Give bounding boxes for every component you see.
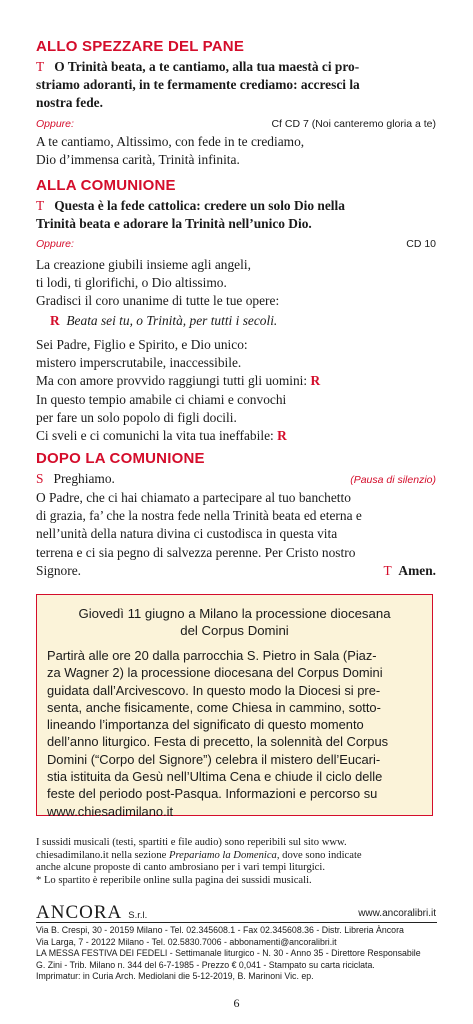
prayer-line: striamo adoranti, in te fermamente crediamo: accresci la [36, 77, 360, 93]
footnote-line: * Lo spartito è reperibile online sulla pagina dei sussidi musicali. [36, 874, 312, 886]
stanza-2 [36, 336, 436, 391]
prayer-line: Trinità beata e adorare la Trinità nell’unico Dio. [36, 216, 312, 232]
stanza-line [36, 427, 436, 445]
amen-response [384, 562, 436, 580]
footnote-text: chiesadimilano.it nella sezione [36, 849, 169, 861]
footnote-line: anche alcune proposte di canto ambrosiano per i vari tempi liturgici. [36, 862, 325, 874]
notice-link[interactable]: www.chiesadimilano.it [47, 803, 174, 819]
stanza-1 [36, 256, 436, 311]
refrain-marker: R [310, 373, 321, 389]
refrain-marker: R [50, 313, 60, 328]
logo-text: ANCORA [36, 902, 123, 923]
notice-line: za Wagner 2) la processione diocesana del Corpus Domini [47, 665, 383, 681]
prayer-line: terrena e ci sia pegno di salvezza perenne. Per Cristo nostro [36, 544, 356, 560]
prayer-allo-spezzare [36, 58, 436, 113]
notice-line: stia istituita da Gesù nell’Ultima Cena e chiude il ciclo delle [47, 769, 383, 785]
song-line: A te cantiamo, Altissimo, con fede in te crediamo, [36, 134, 305, 149]
prayer-text: Questa è la fede cattolica: credere un solo Dio nella [54, 198, 345, 213]
prayer-line: O Padre, che ci hai chiamato a partecipare al tuo banchetto [36, 490, 351, 505]
notice-title [37, 605, 432, 639]
stanza-line: ti lodi, ti glorifichi, o Dio altissimo. [36, 275, 227, 291]
refrain-marker: R [277, 428, 287, 444]
song-line: Dio d’immensa carità, Trinità infinita. [36, 152, 240, 168]
heading-alla-comunione: ALLA COMUNIONE [36, 177, 176, 194]
amen-text: Amen. [398, 562, 436, 578]
song-reference: CD 10 [406, 238, 436, 250]
assembly-marker: T [383, 562, 392, 578]
imprint-line: Via B. Crespi, 30 - 20159 Milano - Tel. 02.345608.1 - Fax 02.345608.36 - Distr. Libreria Àncora [36, 925, 404, 935]
footnote-text: , dove sono indicate [276, 849, 362, 861]
notice-line: senta, anche fisicamente, come Chiesa in cammino, sotto- [47, 699, 381, 715]
notice-line: lineando l’importanza del significato di questo momento [47, 717, 364, 733]
stanza-text: Ma con amore provvido raggiungi tutti gli uomini: [36, 373, 308, 389]
song-reference: Cf CD 7 (Noi canteremo gloria a te) [271, 118, 436, 130]
footnote-section-name: Prepariamo la Domenica [168, 849, 277, 861]
notice-line: dell’anno liturgico. Festa di precetto, la solennità del Corpus [47, 734, 389, 750]
preghiamo-text: Preghiamo. [53, 471, 115, 486]
stanza-line: mistero imperscrutabile, inaccessibile. [36, 355, 242, 371]
notice-line: Domini (“Corpo del Signore”) celebra il mistero dell’Eucari- [47, 751, 381, 767]
stanza-line: Sei Padre, Figlio e Spirito, e Dio unico: [36, 337, 248, 352]
ancora-logo [36, 902, 147, 924]
refrain-text: Beata sei tu, o Trinità, per tutti i secoli. [66, 313, 278, 328]
heading-allo-spezzare: ALLO SPEZZARE DEL PANE [36, 38, 245, 55]
publisher-website[interactable]: www.ancoralibri.it [358, 908, 436, 919]
refrain [50, 313, 277, 329]
celebrant-marker: T [36, 198, 45, 213]
notice-title-line: del Corpus Domini [180, 623, 289, 638]
imprint-line: G. Zini - Trib. Milano n. 344 del 6-7-1985 - Prezzo € 0,041 - Stampato su carta riciclata. [36, 959, 375, 970]
footnote-line [36, 850, 436, 863]
notice-box [36, 594, 433, 819]
prayer-line: nostra fede. [36, 95, 103, 111]
imprint-line: Via Larga, 7 - 20122 Milano - Tel. 02.5830.7006 - abbonamenti@ancoralibri.it [36, 936, 337, 947]
prayer-alla-comunione [36, 197, 436, 233]
prayer-dopo-comunione [36, 489, 436, 580]
notice-title-line: Giovedì 11 giugno a Milano la processione diocesana [78, 606, 391, 621]
logo-suffix: S.r.l. [128, 910, 148, 921]
page-number: 6 [233, 996, 240, 1010]
stanza-line: La creazione giubili insieme agli angeli, [36, 257, 251, 272]
stanza-text: Ci sveli e ci comunichi la vita tua ineffabile: [36, 428, 274, 444]
celebrant-marker: T [36, 59, 45, 74]
prayer-text: O Trinità beata, a te cantiamo, alla tua maestà ci pro- [54, 59, 360, 74]
music-footnote [36, 837, 436, 887]
celebrant-marker: S [36, 471, 44, 486]
prayer-line: nell’unità della natura divina ci custodisca in questa vita [36, 526, 338, 542]
prayer-line [36, 58, 436, 76]
prayer-line [36, 197, 436, 215]
prayer-line: di grazia, fa’ che la nostra fede nella Trinità beata ed eterna e [36, 508, 362, 524]
stanza-line: In questo tempio amabile ci chiami e convochi [36, 392, 287, 407]
oppure-label: Oppure: [36, 238, 74, 250]
stanza-3 [36, 391, 436, 446]
stanza-line [36, 372, 436, 390]
imprint-line: LA MESSA FESTIVA DEI FEDELI - Settimanale liturgico - N. 30 - Anno 35 - Direttore Responsabile [36, 948, 421, 959]
heading-dopo-la-comunione: DOPO LA COMUNIONE [36, 450, 205, 467]
stanza-line: per fare un solo popolo di figli docili. [36, 410, 237, 426]
imprint-line: Imprimatur: in Curia Arch. Mediolani die 5-12-2019, B. Marinoni Vic. ep. [36, 971, 314, 982]
notice-line: feste del periodo post-Pasqua. Informazioni e percorso su [47, 786, 378, 802]
notice-body [47, 647, 424, 820]
pause-note: (Pausa di silenzio) [350, 474, 436, 486]
imprint [36, 925, 440, 983]
prayer-line [36, 562, 436, 580]
footnote-line: I sussidi musicali (testi, spartiti e file audio) sono reperibili sul sito www. [36, 837, 347, 848]
prayer-text: Signore. [36, 562, 82, 578]
oppure-label: Oppure: [36, 118, 74, 130]
stanza-line: Gradisci il coro unanime di tutte le tue opere: [36, 293, 280, 309]
notice-line: Partirà alle ore 20 dalla parrocchia S. Pietro in Sala (Piaz- [47, 648, 377, 663]
divider [36, 922, 437, 923]
notice-line: guidata dall’Arcivescovo. In questo modo la Diocesi si pre- [47, 682, 381, 698]
song-allo-spezzare [36, 133, 436, 169]
